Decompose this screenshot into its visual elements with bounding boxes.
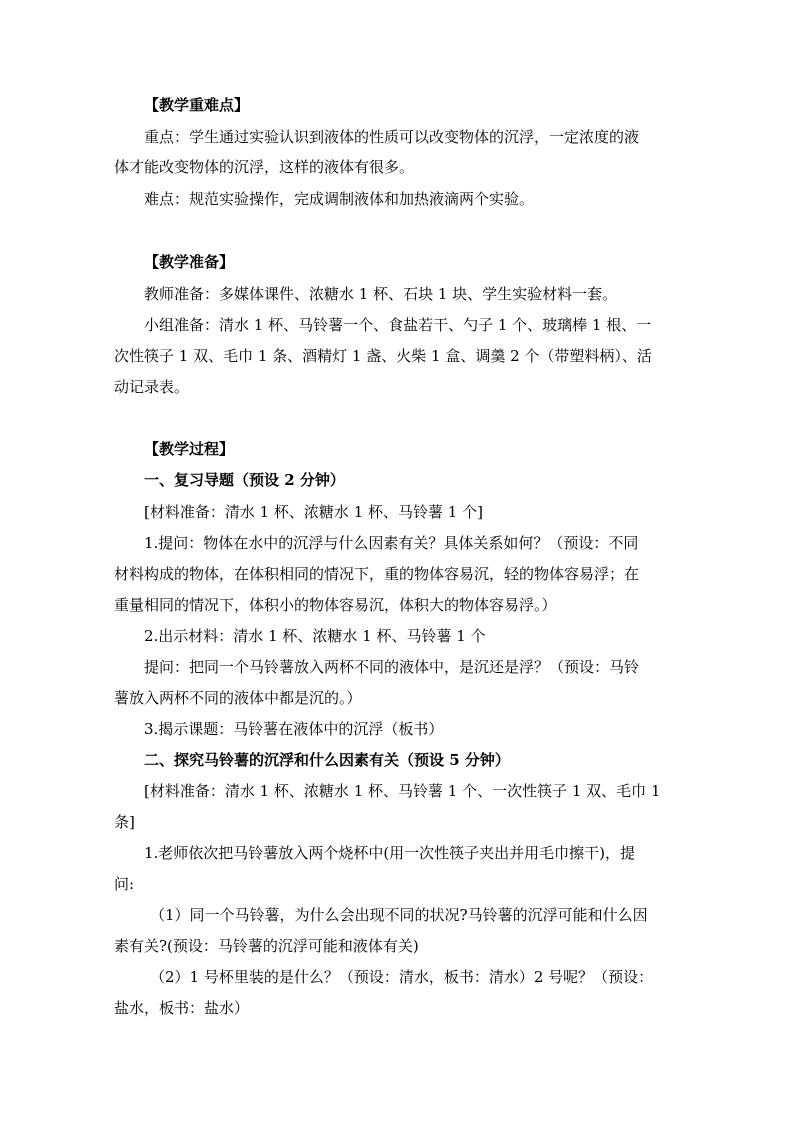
- group-prep-line2: 次性筷子 1 双、毛巾 1 条、酒精灯 1 盏、火柴 1 盒、调羹 2 个（带塑料柄）、活: [114, 347, 652, 365]
- s1-line1: （1）同一个马铃薯，为什么会出现不同的状况?马铃薯的沉浮可能和什么因: [150, 906, 648, 924]
- q1-line1: 1.提问：物体在水中的沉浮与什么因素有关？具体关系如何？（预设：不同: [144, 534, 639, 552]
- part2-materials-line2: 条]: [114, 813, 135, 831]
- s1-line2: 素有关?(预设：马铃薯的沉浮可能和液体有关): [114, 937, 419, 955]
- teacher-prep: 教师准备：多媒体课件、浓糖水 1 杯、石块 1 块、学生实验材料一套。: [144, 285, 618, 303]
- part1-title: 一、复习导题（预设 2 分钟）: [144, 471, 345, 489]
- key-point-line1: 重点：学生通过实验认识到液体的性质可以改变物体的沉浮，一定浓度的液: [144, 128, 640, 146]
- q2-ask-line1: 提问：把同一个马铃薯放入两杯不同的液体中，是沉还是浮？（预设：马铃: [144, 658, 640, 676]
- q1-line3: 重量相同的情况下，体积小的物体容易沉，体积大的物体容易浮。）: [114, 596, 557, 614]
- group-prep-line3: 动记录表。: [114, 378, 190, 396]
- q2-ask-line2: 薯放入两杯不同的液体中都是沉的。）: [114, 689, 362, 707]
- q3: 3.揭示课题：马铃薯在液体中的沉浮（板书）: [144, 720, 444, 738]
- s2-line1: （2）1 号杯里装的是什么？（预设：清水，板书：清水）2 号呢？（预设：: [150, 968, 654, 986]
- hard-point: 难点：规范实验操作，完成调制液体和加热液滴两个实验。: [144, 190, 535, 208]
- part1-materials: [材料准备：清水 1 杯、浓糖水 1 杯、马铃薯 1 个]: [144, 503, 483, 521]
- s2-line2: 盐水，板书：盐水）: [114, 999, 250, 1017]
- part2-title: 二、探究马铃薯的沉浮和什么因素有关（预设 5 分钟）: [144, 751, 510, 769]
- key-point-line2: 体才能改变物体的沉浮，这样的液体有很多。: [114, 158, 415, 176]
- q2: 2.出示材料：清水 1 杯、浓糖水 1 杯、马铃薯 1 个: [144, 627, 486, 645]
- p1-line1: 1.老师依次把马铃薯放入两个烧杯中(用一次性筷子夹出并用毛巾擦干)，提: [144, 844, 636, 862]
- group-prep-line1: 小组准备：清水 1 杯、马铃薯一个、食盐若干、勺子 1 个、玻璃棒 1 根、一: [144, 316, 652, 334]
- p1-line2: 问:: [114, 875, 135, 893]
- heading-prep: 【教学准备】: [144, 253, 235, 271]
- heading-difficulty: 【教学重难点】: [144, 96, 250, 114]
- heading-process: 【教学过程】: [144, 440, 235, 458]
- q1-line2: 材料构成的物体，在体积相同的情况下，重的物体容易沉，轻的物体容易浮；在: [114, 565, 640, 583]
- part2-materials-line1: [材料准备：清水 1 杯、浓糖水 1 杯、马铃薯 1 个、一次性筷子 1 双、毛巾 1: [144, 782, 661, 800]
